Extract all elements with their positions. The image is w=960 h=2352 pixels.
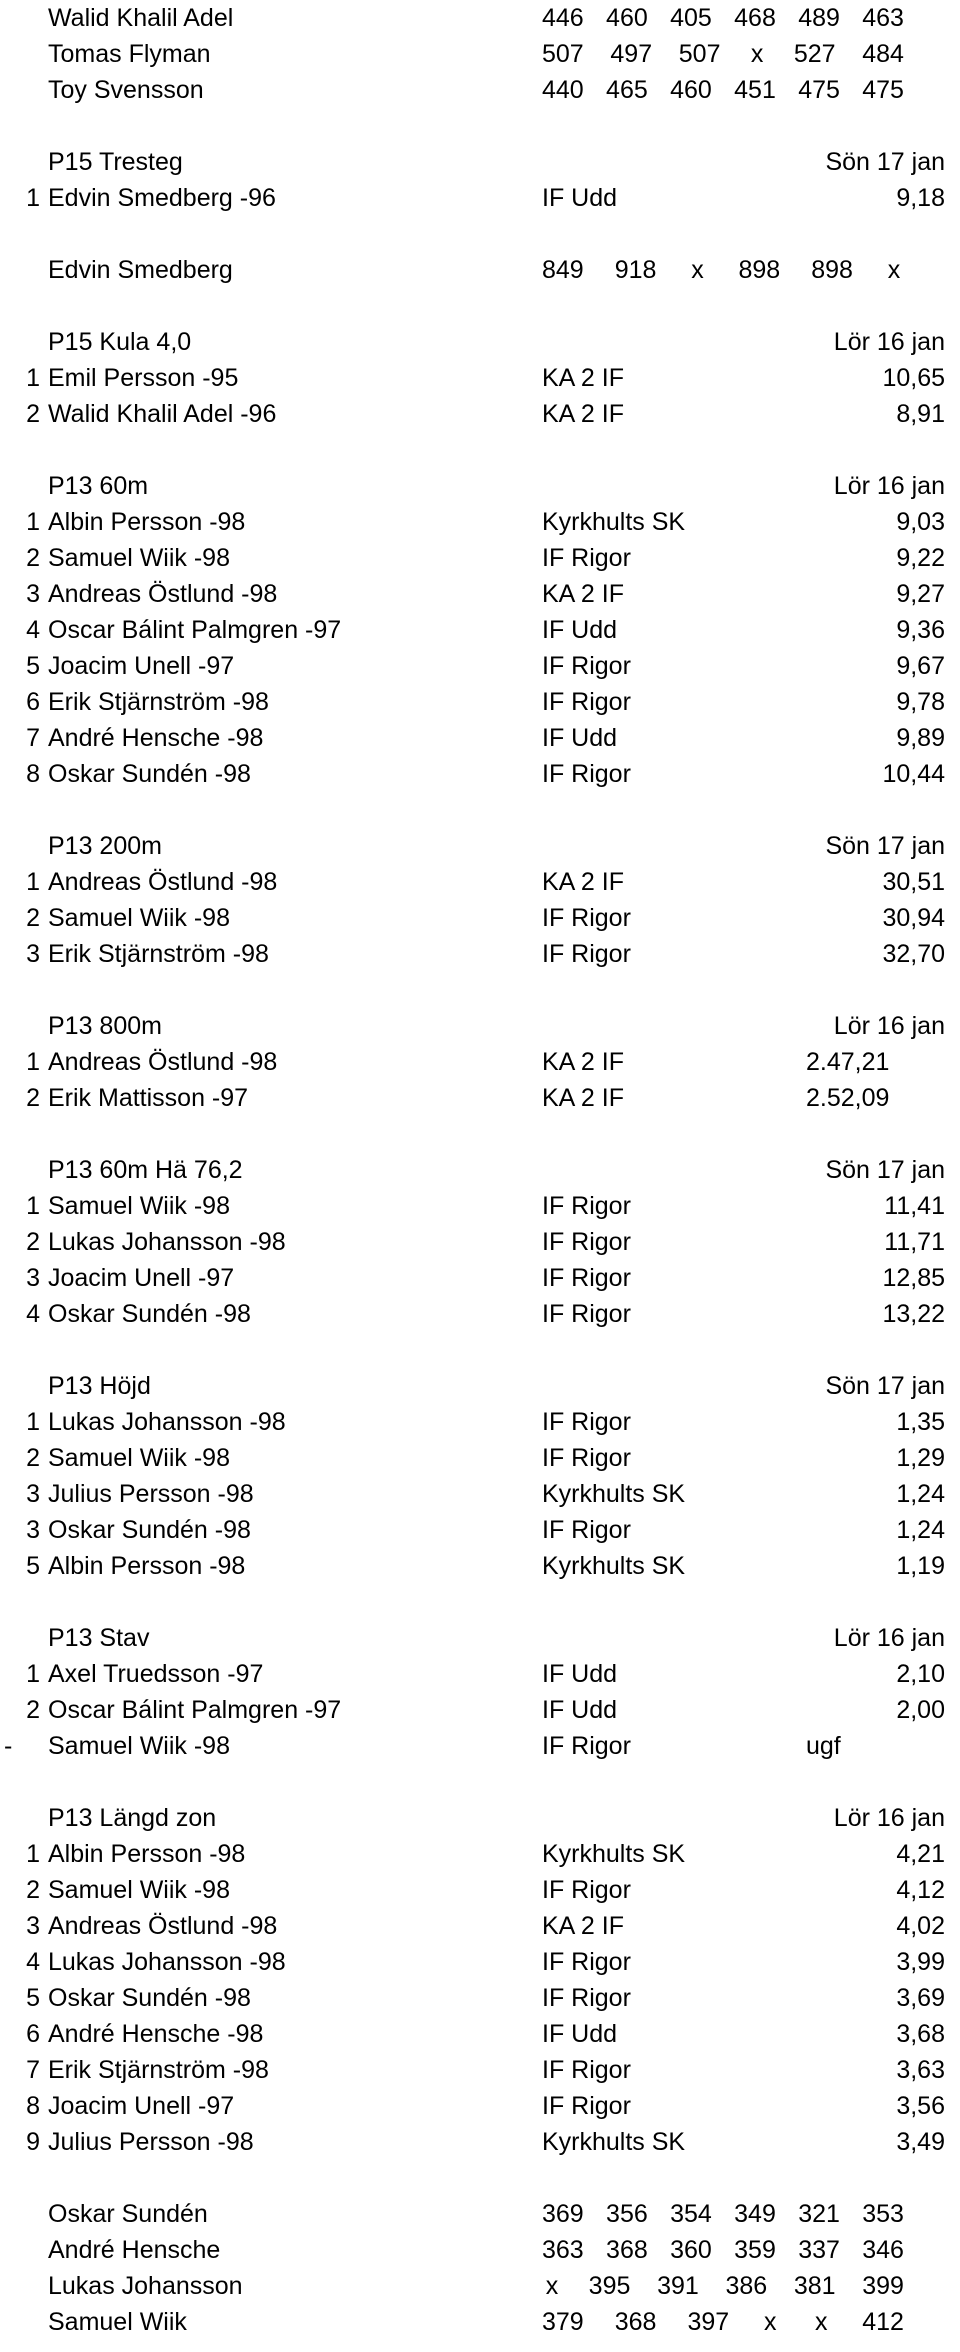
attempt-series (542, 2232, 904, 2268)
athlete-name: Albin Persson -98 (48, 1840, 246, 1868)
event-header (0, 1800, 960, 1836)
result-value: 1,24 (896, 1480, 945, 1508)
athlete-name: André Hensche -98 (48, 2020, 264, 2048)
attempt-value: 363 (542, 2236, 584, 2264)
athlete-name: Toy Svensson (48, 76, 204, 104)
attempt-value: 898 (738, 256, 781, 284)
attempt-value: 354 (670, 2200, 712, 2228)
result-row (0, 2124, 960, 2160)
result-place: 1 (26, 1408, 40, 1436)
result-place: 3 (26, 1912, 40, 1940)
athlete-name: Lukas Johansson -98 (48, 1408, 286, 1436)
result-value: 30,94 (882, 904, 945, 932)
result-row (0, 1980, 960, 2016)
athlete-club: IF Udd (542, 724, 618, 752)
attempt-value: 918 (614, 256, 657, 284)
athlete-club: IF Rigor (542, 1408, 631, 1436)
result-value: 2,00 (896, 1696, 945, 1724)
athlete-club: IF Rigor (542, 1228, 631, 1256)
result-value: 4,02 (896, 1912, 945, 1940)
attempt-value: 465 (606, 76, 648, 104)
event-header (0, 1620, 960, 1656)
athlete-club: KA 2 IF (542, 364, 624, 392)
result-place: 2 (26, 1084, 40, 1112)
result-place: 4 (26, 1948, 40, 1976)
attempt-value: 507 (678, 40, 721, 68)
result-value: 13,22 (882, 1300, 945, 1328)
event-header (0, 828, 960, 864)
result-value: 3,99 (896, 1948, 945, 1976)
athlete-club: IF Rigor (542, 688, 631, 716)
athlete-club: IF Rigor (542, 940, 631, 968)
blank-line (0, 108, 960, 144)
athlete-name: Oscar Bálint Palmgren -97 (48, 1696, 342, 1724)
attempt-series (542, 0, 904, 36)
result-place: 4 (26, 1300, 40, 1328)
result-place: 5 (26, 1984, 40, 2012)
athlete-club: IF Rigor (542, 2056, 631, 2084)
result-row (0, 1512, 960, 1548)
athlete-club: IF Rigor (542, 1732, 631, 1760)
result-place: 4 (26, 616, 40, 644)
athlete-name: Edvin Smedberg -96 (48, 184, 276, 212)
result-value: 1,19 (896, 1552, 945, 1580)
athlete-club: IF Rigor (542, 544, 631, 572)
result-mark: - (4, 1732, 13, 1760)
athlete-club: KA 2 IF (542, 1084, 624, 1112)
blank-line (0, 216, 960, 252)
result-place: 1 (26, 364, 40, 392)
result-value: 3,56 (896, 2092, 945, 2120)
event-date: Sön 17 jan (825, 148, 945, 176)
athlete-club: KA 2 IF (542, 1048, 624, 1076)
attempt-series (542, 2268, 904, 2304)
attempt-value: 381 (793, 2272, 836, 2300)
result-row (0, 1476, 960, 1512)
event-date: Sön 17 jan (825, 832, 945, 860)
result-row (0, 1908, 960, 1944)
result-place: 7 (26, 2056, 40, 2084)
athlete-club: IF Rigor (542, 1984, 631, 2012)
attempt-value: 395 (588, 2272, 631, 2300)
attempt-series (542, 72, 904, 108)
event-date: Sön 17 jan (825, 1156, 945, 1184)
blank-line (0, 1332, 960, 1368)
event-date: Lör 16 jan (833, 1624, 945, 1652)
result-row (0, 936, 960, 972)
athlete-name: Andreas Östlund -98 (48, 1048, 278, 1076)
attempt-value: 360 (670, 2236, 712, 2264)
athlete-club: Kyrkhults SK (542, 508, 686, 536)
blank-line (0, 432, 960, 468)
result-place: 6 (26, 2020, 40, 2048)
result-value: 4,12 (896, 1876, 945, 1904)
result-row (0, 396, 960, 432)
event-title: P13 Höjd (48, 1372, 151, 1400)
result-value: 2,10 (896, 1660, 945, 1688)
series-row (0, 0, 960, 36)
event-date: Lör 16 jan (833, 328, 945, 356)
result-place: 1 (26, 1660, 40, 1688)
attempt-value: 507 (542, 40, 584, 68)
event-header (0, 1368, 960, 1404)
result-place: 2 (26, 1696, 40, 1724)
attempt-series (542, 252, 904, 288)
attempt-value: 391 (657, 2272, 699, 2300)
result-row (0, 1224, 960, 1260)
attempt-value: 898 (811, 256, 853, 284)
athlete-name: Erik Stjärnström -98 (48, 688, 269, 716)
result-place: 3 (26, 580, 40, 608)
event-date: Lör 16 jan (833, 1804, 945, 1832)
event-title: P13 800m (48, 1012, 162, 1040)
athlete-name: Lukas Johansson -98 (48, 1948, 286, 1976)
blank-line (0, 2160, 960, 2196)
attempt-value: 489 (798, 4, 840, 32)
result-value: 1,29 (896, 1444, 945, 1472)
result-place: 6 (26, 688, 40, 716)
athlete-name: Erik Stjärnström -98 (48, 940, 269, 968)
blank-line (0, 288, 960, 324)
athlete-name: Andreas Östlund -98 (48, 868, 278, 896)
result-place: 5 (26, 1552, 40, 1580)
athlete-club: KA 2 IF (542, 580, 624, 608)
result-value: 32,70 (882, 940, 945, 968)
result-row (0, 1872, 960, 1908)
result-value: 9,18 (896, 184, 945, 212)
result-row (0, 504, 960, 540)
result-place: 2 (26, 544, 40, 572)
event-header (0, 144, 960, 180)
athlete-club: IF Rigor (542, 1192, 631, 1220)
result-value: 3,63 (896, 2056, 945, 2084)
athlete-club: Kyrkhults SK (542, 1552, 686, 1580)
result-row (0, 864, 960, 900)
athlete-name: Walid Khalil Adel -96 (48, 400, 277, 428)
attempt-value: x (887, 256, 901, 284)
athlete-club: KA 2 IF (542, 400, 624, 428)
athlete-name: Samuel Wiik (48, 2308, 187, 2336)
result-value: 11,71 (884, 1228, 945, 1256)
attempt-value: x (750, 40, 764, 68)
attempt-value: 359 (734, 2236, 776, 2264)
result-row (0, 648, 960, 684)
result-place: 9 (26, 2128, 40, 2156)
attempt-value: 399 (862, 2272, 904, 2300)
attempt-value: x (691, 256, 704, 284)
event-title: P13 60m Hä 76,2 (48, 1156, 243, 1184)
result-row (0, 360, 960, 396)
result-row (0, 1260, 960, 1296)
result-row (0, 1836, 960, 1872)
result-row (0, 1548, 960, 1584)
result-place: 2 (26, 1228, 40, 1256)
athlete-name: Samuel Wiik -98 (48, 544, 230, 572)
attempt-value: 451 (734, 76, 776, 104)
blank-line (0, 972, 960, 1008)
attempt-value: 460 (670, 76, 712, 104)
result-value: 3,68 (896, 2020, 945, 2048)
result-row (0, 540, 960, 576)
event-header (0, 1008, 960, 1044)
athlete-name: Samuel Wiik -98 (48, 1444, 230, 1472)
result-place: 1 (26, 184, 40, 212)
attempt-value: 446 (542, 4, 584, 32)
athlete-name: Tomas Flyman (48, 40, 211, 68)
attempt-value: 527 (793, 40, 836, 68)
athlete-club: Kyrkhults SK (542, 1480, 686, 1508)
result-value: 9,22 (896, 544, 945, 572)
result-value: 11,41 (884, 1192, 945, 1220)
athlete-club: IF Rigor (542, 904, 631, 932)
attempt-value: 497 (610, 40, 653, 68)
athlete-name: Samuel Wiik -98 (48, 1192, 230, 1220)
result-place: 2 (26, 904, 40, 932)
athlete-club: IF Udd (542, 616, 618, 644)
athlete-club: KA 2 IF (542, 1912, 624, 1940)
result-row (0, 756, 960, 792)
attempt-value: 397 (687, 2308, 730, 2336)
result-place: 1 (26, 1048, 40, 1076)
result-row (0, 1692, 960, 1728)
athlete-name: Emil Persson -95 (48, 364, 239, 392)
series-row (0, 36, 960, 72)
attempt-value: x (763, 2308, 777, 2336)
result-row (0, 1656, 960, 1692)
athlete-club: IF Rigor (542, 1444, 631, 1472)
athlete-club: IF Rigor (542, 1264, 631, 1292)
attempt-value: 463 (862, 4, 904, 32)
result-row (0, 2088, 960, 2124)
result-row (0, 576, 960, 612)
athlete-club: IF Rigor (542, 760, 631, 788)
result-row (0, 180, 960, 216)
attempt-value: 368 (614, 2308, 657, 2336)
athlete-club: IF Rigor (542, 2092, 631, 2120)
result-row (0, 900, 960, 936)
attempt-value: 321 (798, 2200, 840, 2228)
athlete-name: André Hensche -98 (48, 724, 264, 752)
attempt-series (542, 36, 904, 72)
attempt-value: 412 (862, 2308, 904, 2336)
result-value: ugf (806, 1732, 841, 1760)
result-row (0, 1044, 960, 1080)
attempt-series (542, 2304, 904, 2340)
attempt-value: 368 (606, 2236, 648, 2264)
result-place: 1 (26, 868, 40, 896)
event-header (0, 468, 960, 504)
result-value: 4,21 (896, 1840, 945, 1868)
series-row (0, 72, 960, 108)
athlete-name: Julius Persson -98 (48, 2128, 254, 2156)
result-place: 1 (26, 1840, 40, 1868)
attempt-value: 468 (734, 4, 776, 32)
result-row (0, 1440, 960, 1476)
result-value: 9,36 (896, 616, 945, 644)
result-place: 3 (26, 1264, 40, 1292)
attempt-value: 379 (542, 2308, 584, 2336)
result-row (0, 2016, 960, 2052)
result-value: 10,65 (882, 364, 945, 392)
attempt-series (542, 2196, 904, 2232)
result-value: 9,78 (896, 688, 945, 716)
attempt-value: x (545, 2272, 559, 2300)
result-row (0, 1404, 960, 1440)
athlete-name: Lukas Johansson -98 (48, 1228, 286, 1256)
athlete-name: Samuel Wiik -98 (48, 904, 230, 932)
attempt-value: 475 (798, 76, 840, 104)
result-place: 5 (26, 652, 40, 680)
result-place: 3 (26, 1516, 40, 1544)
result-value: 10,44 (882, 760, 945, 788)
result-row (0, 1296, 960, 1332)
result-place: 3 (26, 940, 40, 968)
athlete-name: Samuel Wiik -98 (48, 1876, 230, 1904)
result-row (0, 2052, 960, 2088)
event-title: P13 200m (48, 832, 162, 860)
result-place: 1 (26, 1192, 40, 1220)
athlete-name: Walid Khalil Adel (48, 4, 234, 32)
athlete-club: IF Udd (542, 1696, 618, 1724)
result-value: 9,89 (896, 724, 945, 752)
athlete-club: IF Udd (542, 184, 618, 212)
result-row (0, 612, 960, 648)
event-title: P15 Kula 4,0 (48, 328, 192, 356)
athlete-name: Samuel Wiik -98 (48, 1732, 230, 1760)
athlete-club: IF Rigor (542, 652, 631, 680)
result-place: 8 (26, 760, 40, 788)
blank-line (0, 792, 960, 828)
athlete-name: Albin Persson -98 (48, 508, 246, 536)
result-value: 1,24 (896, 1516, 945, 1544)
event-title: P15 Tresteg (48, 148, 183, 176)
series-row (0, 2232, 960, 2268)
athlete-name: Andreas Östlund -98 (48, 1912, 278, 1940)
series-row (0, 2268, 960, 2304)
athlete-name: Julius Persson -98 (48, 1480, 254, 1508)
result-value: 1,35 (896, 1408, 945, 1436)
result-value: 3,69 (896, 1984, 945, 2012)
event-date: Lör 16 jan (833, 472, 945, 500)
athlete-name: Oskar Sundén -98 (48, 1300, 251, 1328)
result-place: 2 (26, 1876, 40, 1904)
blank-line (0, 1764, 960, 1800)
attempt-value: 475 (862, 76, 904, 104)
series-row (0, 2196, 960, 2232)
result-place: 1 (26, 508, 40, 536)
attempt-value: 484 (862, 40, 904, 68)
attempt-value: 337 (798, 2236, 840, 2264)
athlete-club: IF Rigor (542, 1948, 631, 1976)
attempt-value: 386 (725, 2272, 768, 2300)
result-place: 7 (26, 724, 40, 752)
event-header (0, 324, 960, 360)
athlete-name: Oskar Sundén -98 (48, 1516, 251, 1544)
athlete-name: Lukas Johansson (48, 2272, 243, 2300)
result-row (0, 1728, 960, 1764)
athlete-club: IF Udd (542, 1660, 618, 1688)
athlete-club: KA 2 IF (542, 868, 624, 896)
result-row (0, 1080, 960, 1116)
event-date: Sön 17 jan (825, 1372, 945, 1400)
result-value: 30,51 (882, 868, 945, 896)
attempt-value: x (814, 2308, 828, 2336)
result-place: 3 (26, 1480, 40, 1508)
athlete-name: Edvin Smedberg (48, 256, 233, 284)
athlete-name: Joacim Unell -97 (48, 2092, 235, 2120)
blank-line (0, 1116, 960, 1152)
athlete-name: Erik Mattisson -97 (48, 1084, 249, 1112)
athlete-club: IF Udd (542, 2020, 618, 2048)
result-place: 8 (26, 2092, 40, 2120)
attempt-value: 369 (542, 2200, 584, 2228)
attempt-value: 440 (542, 76, 584, 104)
attempt-value: 353 (862, 2200, 904, 2228)
athlete-name: Joacim Unell -97 (48, 1264, 235, 1292)
athlete-name: André Hensche (48, 2236, 221, 2264)
result-value: 9,27 (896, 580, 945, 608)
athlete-club: Kyrkhults SK (542, 2128, 686, 2156)
attempt-value: 356 (606, 2200, 648, 2228)
athlete-club: IF Rigor (542, 1876, 631, 1904)
athlete-club: IF Rigor (542, 1516, 631, 1544)
athlete-club: IF Rigor (542, 1300, 631, 1328)
attempt-value: 849 (542, 256, 584, 284)
result-place: 2 (26, 400, 40, 428)
athlete-name: Andreas Östlund -98 (48, 580, 278, 608)
result-row (0, 684, 960, 720)
series-row (0, 252, 960, 288)
athlete-name: Albin Persson -98 (48, 1552, 246, 1580)
athlete-name: Erik Stjärnström -98 (48, 2056, 269, 2084)
result-value: 3,49 (896, 2128, 945, 2156)
result-value: 2.47,21 (806, 1048, 890, 1076)
result-row (0, 1188, 960, 1224)
event-title: P13 Längd zon (48, 1804, 217, 1832)
result-value: 2.52,09 (806, 1084, 890, 1112)
attempt-value: 349 (734, 2200, 776, 2228)
attempt-value: 346 (862, 2236, 904, 2264)
athlete-name: Oskar Sundén -98 (48, 1984, 251, 2012)
athlete-name: Axel Truedsson -97 (48, 1660, 264, 1688)
result-place: 2 (26, 1444, 40, 1472)
result-row (0, 1944, 960, 1980)
result-value: 12,85 (882, 1264, 945, 1292)
athlete-name: Joacim Unell -97 (48, 652, 235, 680)
event-title: P13 60m (48, 472, 149, 500)
series-row (0, 2304, 960, 2340)
result-value: 8,91 (896, 400, 945, 428)
athlete-name: Oskar Sundén -98 (48, 760, 251, 788)
event-header (0, 1152, 960, 1188)
athlete-name: Oscar Bálint Palmgren -97 (48, 616, 342, 644)
attempt-value: 460 (606, 4, 648, 32)
result-value: 9,67 (896, 652, 945, 680)
event-date: Lör 16 jan (833, 1012, 945, 1040)
attempt-value: 405 (670, 4, 712, 32)
result-row (0, 720, 960, 756)
blank-line (0, 1584, 960, 1620)
event-title: P13 Stav (48, 1624, 150, 1652)
result-value: 9,03 (896, 508, 945, 536)
athlete-club: Kyrkhults SK (542, 1840, 686, 1868)
athlete-name: Oskar Sundén (48, 2200, 208, 2228)
